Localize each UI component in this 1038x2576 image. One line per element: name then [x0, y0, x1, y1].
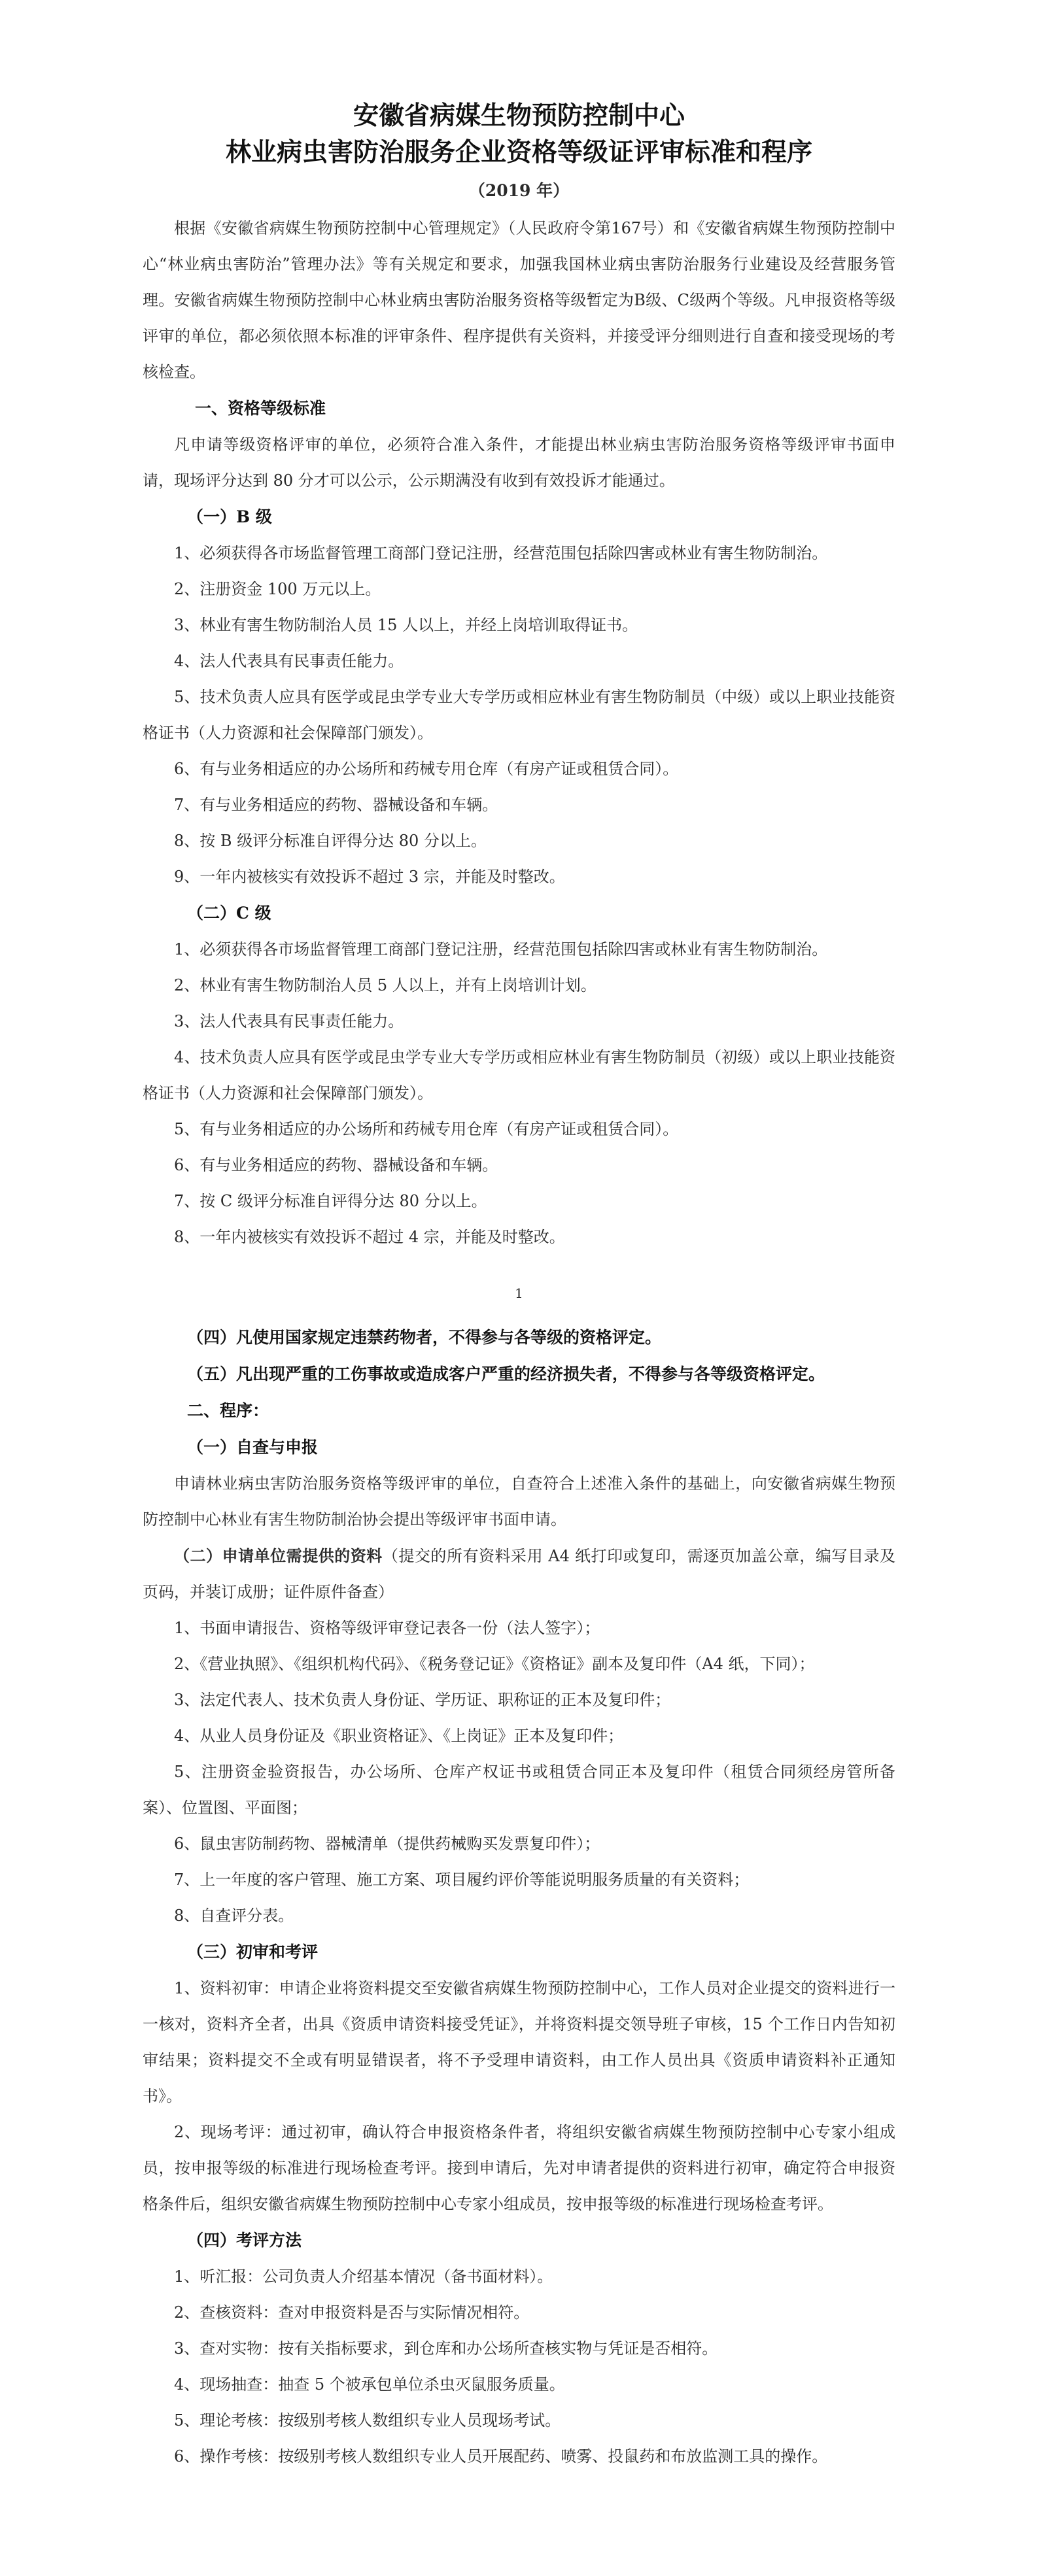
- level-b-item: 3、林业有害生物防制治人员 15 人以上，并经上岗培训取得证书。: [174, 616, 638, 634]
- level-c-item: 5、有与业务相适应的办公场所和药械专用仓库（有房产证或租赁合同）。: [174, 1120, 679, 1138]
- level-b-item: 8、按 B 级评分标准自评得分达 80 分以上。: [174, 832, 487, 850]
- document-title-line2: 林业病虫害防治服务企业资格等级证评审标准和程序: [225, 138, 812, 167]
- level-c-item: 2、林业有害生物防制治人员 5 人以上，并有上岗培训计划。: [174, 976, 597, 994]
- materials-intro: [143, 1538, 895, 1610]
- level-b-item: 5、技术负责人应具有医学或昆虫学专业大专学历或相应林业有害生物防制员（中级）或以上职业技能资格证书（人力资源和社会保障部门颁发）。: [143, 688, 895, 742]
- materials-item: 2、《营业执照》、《组织机构代码》、《税务登记证》《资格证》副本及复印件（A4 纸，下同）；: [174, 1655, 815, 1673]
- document-title-line1: 安徽省病媒生物预防控制中心: [353, 101, 685, 131]
- review-heading: （三）初审和考评: [187, 1942, 319, 1961]
- self-check-text: 申请林业病虫害防治服务资格等级评审的单位，自查符合上述准入条件的基础上，向安徽省病媒生物预防控制中心林业有害生物防制治协会提出等级评审书面申请。: [143, 1474, 895, 1529]
- materials-item: 7、上一年度的客户管理、施工方案、项目履约评价等能说明服务质量的有关资料；: [174, 1871, 750, 1889]
- level-c-item: 8、一年内被核实有效投诉不超过 4 宗，并能及时整改。: [174, 1228, 565, 1246]
- method-item: 1、听汇报：公司负责人介绍基本情况（备书面材料）。: [174, 2267, 553, 2286]
- level-b-item: 6、有与业务相适应的办公场所和药械专用仓库（有房产证或租赁合同）。: [174, 760, 679, 778]
- method-list: [143, 2259, 895, 2475]
- method-item: 5、理论考核：按级别考核人数组织专业人员现场考试。: [174, 2411, 561, 2430]
- document-year: （2019 年）: [468, 181, 570, 200]
- method-item: 2、查核资料：查对申报资料是否与实际情况相符。: [174, 2303, 530, 2322]
- method-item: 4、现场抽查：抽查 5 个被承包单位杀虫灭鼠服务质量。: [174, 2375, 565, 2394]
- clause-serious-accident: （五）凡出现严重的工伤事故或造成客户严重的经济损失者，不得参与各等级资格评定。: [187, 1364, 825, 1383]
- level-b-item: 1、必须获得各市场监督管理工商部门登记注册，经营范围包括除四害或林业有害生物防制治。: [174, 544, 828, 562]
- level-c-item: 4、技术负责人应具有医学或昆虫学专业大专学历或相应林业有害生物防制员（初级）或以上职业技能资格证书（人力资源和社会保障部门颁发）。: [143, 1048, 895, 1102]
- level-c-item: 3、法人代表具有民事责任能力。: [174, 1012, 404, 1030]
- page-number: 1: [515, 1285, 523, 1301]
- materials-note: （提交的所有资料采用 A4 纸打印或复印，需逐页加盖公章，编写目录及页码，并装订成册；证件原件备查）: [143, 1547, 896, 1601]
- level-b-item: 2、注册资金 100 万元以上。: [174, 580, 381, 598]
- materials-item: 1、书面申请报告、资格等级评审登记表各一份（法人签字）；: [174, 1619, 600, 1637]
- level-c-item: 7、按 C 级评分标准自评得分达 80 分以上。: [174, 1192, 487, 1210]
- level-b-item: 9、一年内被核实有效投诉不超过 3 宗，并能及时整改。: [174, 868, 565, 886]
- materials-list: [143, 1610, 895, 1934]
- section-standards-heading: 一、资格等级标准: [195, 399, 326, 418]
- review-item: 1、资料初审：申请企业将资料提交至安徽省病媒生物预防控制中心，工作人员对企业提交的资料进行一一核对，资料齐全者，出具《资质申请资料接受凭证》，并将资料提交领导班子审核，15 个工作日内告知初审结果；资料提交不全或有明显错误者，将不予受理申请资料，由工作人员出具《资质申请资料补正通知书》。: [143, 1979, 895, 2105]
- level-c-item: 1、必须获得各市场监督管理工商部门登记注册，经营范围包括除四害或林业有害生物防制治。: [174, 940, 828, 958]
- self-check-heading: （一）自查与申报: [187, 1438, 319, 1457]
- level-b-item: 7、有与业务相适应的药物、器械设备和车辆。: [174, 796, 498, 814]
- level-c-item: 6、有与业务相适应的药物、器械设备和车辆。: [174, 1156, 498, 1174]
- section-standards-text: 凡申请等级资格评审的单位，必须符合准入条件，才能提出林业病虫害防治服务资格等级评审书面申请，现场评分达到 80 分才可以公示，公示期满没有收到有效投诉才能通过。: [143, 435, 895, 490]
- method-item: 6、操作考核：按级别考核人数组织专业人员开展配药、喷雾、投鼠药和布放监测工具的操作。: [174, 2447, 828, 2466]
- level-c-heading: （二）C 级: [187, 904, 271, 923]
- method-item: 3、查对实物：按有关指标要求，到仓库和办公场所查核实物与凭证是否相符。: [174, 2339, 718, 2358]
- method-heading: （四）考评方法: [187, 2231, 302, 2250]
- level-c-list: [143, 932, 895, 1255]
- clause-prohibited-drugs: （四）凡使用国家规定违禁药物者，不得参与各等级的资格评定。: [187, 1328, 662, 1347]
- intro-paragraph: 根据《安徽省病媒生物预防控制中心管理规定》（人民政府令第167号）和《安徽省病媒生物预防控制中心“林业病虫害防治”管理办法》等有关规定和要求，加强我国林业病虫害防治服务行业建设及经营服务管理。安徽省病媒生物预防控制中心林业病虫害防治服务资格等级暂定为B级、C级两个等级。凡申报资格等级评审的单位，都必须依照本标准的评审条件、程序提供有关资料，并接受评分细则进行自查和接受现场的考核检查。: [143, 219, 895, 381]
- level-b-list: [143, 535, 895, 895]
- materials-item: 4、从业人员身份证及《职业资格证》、《上岗证》正本及复印件；: [174, 1727, 624, 1745]
- level-b-item: 4、法人代表具有民事责任能力。: [174, 652, 404, 670]
- review-item: 2、现场考评：通过初审，确认符合申报资格条件者，将组织安徽省病媒生物预防控制中心专家小组成员，按申报等级的标准进行现场检查考评。接到申请后，先对申请者提供的资料进行初审，确定符合申报资格条件后，组织安徽省病媒生物预防控制中心专家小组成员，按申报等级的标准进行现场检查考评。: [143, 2123, 895, 2213]
- materials-heading: （二）申请单位需提供的资料: [174, 1546, 383, 1565]
- materials-item: 5、注册资金验资报告，办公场所、仓库产权证书或租赁合同正本及复印件（租赁合同须经房管所备案）、位置图、平面图；: [143, 1763, 895, 1817]
- materials-item: 8、自查评分表。: [174, 1907, 294, 1925]
- materials-item: 3、法定代表人、技术负责人身份证、学历证、职称证的正本及复印件；: [174, 1691, 671, 1709]
- materials-item: 6、鼠虫害防制药物、器械清单（提供药械购买发票复印件）；: [174, 1835, 600, 1853]
- review-list: [143, 1971, 895, 2222]
- level-b-heading: （一）B 级: [187, 507, 272, 526]
- section-procedure-heading: 二、程序：: [187, 1401, 269, 1420]
